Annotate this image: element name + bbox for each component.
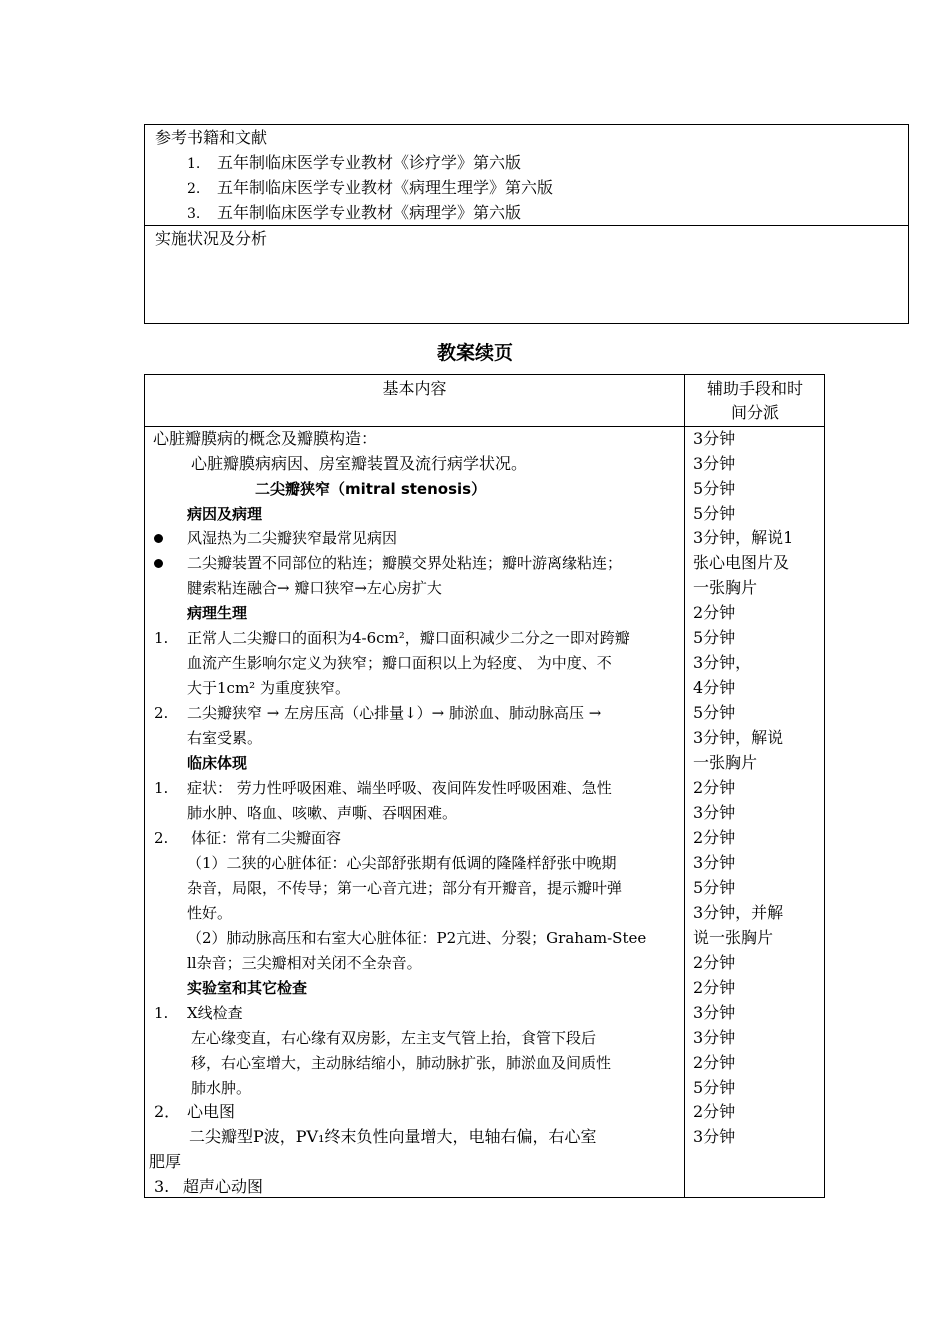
time-entry: 2分钟 [693, 978, 736, 997]
time-entry: 一张胸片 [693, 578, 758, 597]
time-entry: 3分钟， [693, 653, 752, 672]
section-heading: 临床体现 [187, 754, 248, 772]
references-heading: 参考书籍和文献 [155, 128, 268, 147]
section-heading: 病理生理 [187, 604, 248, 622]
content-line: 超声心动图 [183, 1177, 264, 1196]
time-entry: 张心电图片及 [693, 553, 790, 572]
content-line: 性好。 [187, 904, 233, 922]
time-entry: 5分钟 [693, 878, 736, 897]
content-line: 腱索粘连融合→ 瓣口狭窄→左心房扩大 [187, 579, 442, 597]
content-line: （2）肺动脉高压和右室大心脏体征：P2亢进、分裂；Graham-Stee [187, 929, 647, 947]
time-entry: 3分钟，解说1 [693, 528, 794, 547]
content-line: 体征：常有二尖瓣面容 [191, 829, 342, 847]
time-entry: 2分钟 [693, 1102, 736, 1121]
col-header-time: 间分派 [730, 403, 779, 422]
time-entry: 3分钟 [693, 803, 736, 822]
time-entry: 5分钟 [693, 628, 736, 647]
section-heading: 病因及病理 [187, 505, 263, 523]
content-line: 肺水肿。 [191, 1079, 252, 1097]
content-line: 右室受累。 [187, 729, 263, 747]
time-entry: 5分钟 [693, 1078, 736, 1097]
content-line: X线检查 [187, 1004, 243, 1022]
content-line: 肥厚 [149, 1152, 182, 1171]
list-number: 3. [154, 1177, 170, 1196]
time-entry: 5分钟 [693, 703, 736, 722]
content-line: 二尖瓣型P波，PV₁终末负性向量增大，电轴右偏，右心室 [189, 1127, 597, 1146]
page-title: 教案续页 [436, 342, 513, 364]
time-entry: 3分钟，解说 [693, 728, 784, 747]
ref-item: 五年制临床医学专业教材《诊疗学》第六版 [217, 153, 522, 172]
time-entry: 2分钟 [693, 778, 736, 797]
time-entry: 3分钟 [693, 454, 736, 473]
time-entry: 3分钟 [693, 1003, 736, 1022]
section-heading: 实验室和其它检查 [187, 979, 308, 997]
list-number: 1. [154, 629, 169, 647]
section-heading: 二尖瓣狭窄（mitral stenosis） [255, 480, 487, 498]
list-number: 1. [154, 779, 169, 797]
content-line: 心脏瓣膜病的概念及瓣膜构造： [153, 429, 378, 448]
content-line: 左心缘变直，右心缘有双房影，左主支气管上抬，食管下段后 [191, 1029, 597, 1047]
implementation-heading: 实施状况及分析 [155, 229, 268, 248]
content-line: 血流产生影响尔定义为狭窄；瓣口面积以上为轻度、 为中度、不 [187, 654, 612, 672]
content-line: （1）二狭的心脏体征：心尖部舒张期有低调的隆隆样舒张中晚期 [187, 854, 617, 872]
bullet-icon [154, 559, 163, 568]
time-entry: 3分钟 [693, 1028, 736, 1047]
content-line: ll杂音；三尖瓣相对关闭不全杂音。 [187, 954, 422, 972]
time-entry: 3分钟 [693, 1127, 736, 1146]
time-entry: 2分钟 [693, 953, 736, 972]
lesson-table [144, 374, 825, 1198]
col-header-content: 基本内容 [382, 379, 447, 398]
bullet-icon [154, 534, 163, 543]
time-entry: 5分钟 [693, 479, 736, 498]
time-entry: 5分钟 [693, 504, 736, 523]
list-number: 2. [154, 704, 169, 722]
content-line: 心脏瓣膜病病因、房室瓣装置及流行病学状况。 [191, 454, 528, 473]
time-entry: 3分钟，并解 [693, 903, 784, 922]
content-line: 杂音，局限，不传导；第一心音亢进；部分有开瓣音，提示瓣叶弹 [187, 879, 623, 897]
list-number: 2. [154, 829, 169, 847]
content-line: 心电图 [187, 1102, 236, 1121]
ref-item: 五年制临床医学专业教材《病理生理学》第六版 [217, 178, 554, 197]
list-number: 1. [154, 1004, 169, 1022]
time-entry: 4分钟 [693, 678, 736, 697]
content-line: 大于1cm² 为重度狭窄。 [187, 679, 350, 697]
time-entry: 2分钟 [693, 1053, 736, 1072]
content-line: 正常人二尖瓣口的面积为4-6cm²，瓣口面积减少二分之一即对跨瓣 [187, 629, 630, 647]
content-line: 二尖瓣狭窄 → 左房压高（心排量↓）→ 肺淤血、肺动脉高压 → [187, 704, 602, 722]
references-box [144, 124, 909, 324]
ref-item: 五年制临床医学专业教材《病理学》第六版 [217, 203, 522, 222]
column-divider [684, 375, 685, 1197]
ref-num: 3. [187, 206, 201, 222]
time-entry: 3分钟 [693, 429, 736, 448]
content-line: 风湿热为二尖瓣狭窄最常见病因 [187, 529, 398, 547]
time-entry: 2分钟 [693, 828, 736, 847]
content-line: 肺水肿、咯血、咳嗽、声嘶、吞咽困难。 [187, 804, 458, 822]
content-line: 移，右心室增大，主动脉结缩小，肺动脉扩张，肺淤血及间质性 [191, 1054, 612, 1072]
content-line: 症状： 劳力性呼吸困难、端坐呼吸、夜间阵发性呼吸困难、急性 [187, 779, 612, 797]
header-divider [145, 426, 824, 427]
time-entry: 3分钟 [693, 853, 736, 872]
col-header-time: 辅助手段和时 [706, 379, 803, 398]
time-entry: 说一张胸片 [693, 928, 774, 947]
ref-num: 1. [187, 156, 201, 172]
ref-num: 2. [187, 181, 201, 197]
time-entry: 一张胸片 [693, 753, 758, 772]
content-line: 二尖瓣装置不同部位的粘连；瓣膜交界处粘连；瓣叶游离缘粘连； [187, 554, 623, 572]
list-number: 2． [154, 1102, 181, 1121]
time-entry: 2分钟 [693, 603, 736, 622]
